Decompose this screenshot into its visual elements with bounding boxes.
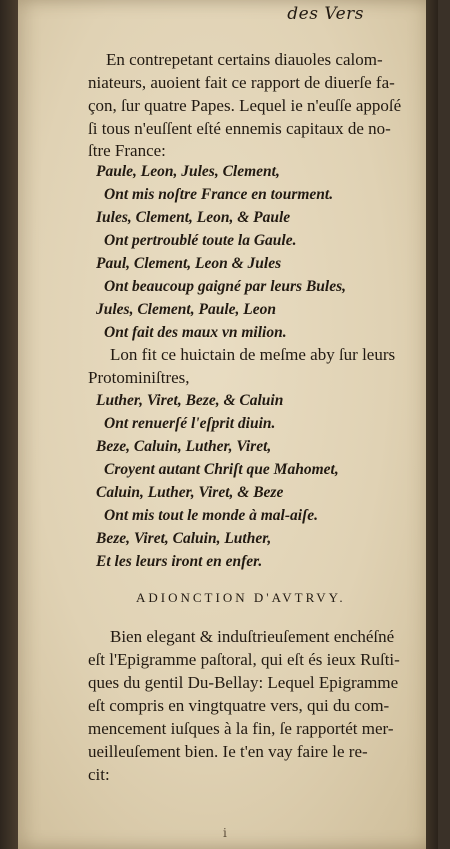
verse-line: Ont fait des maux vn milion. xyxy=(104,324,287,341)
text-line: ueilleuſement bien. Ie t'en vay faire le re- xyxy=(88,742,368,761)
text-line: eſt l'Epigramme paſtoral, qui eſt és ieux Ruſti- xyxy=(88,650,400,669)
text-line: ſi tous n'euſſent eſté ennemis capitaux de no- xyxy=(88,119,391,138)
verse-line: Croyent autant Chriſt que Mahomet, xyxy=(104,461,339,478)
verse-line: Paule, Leon, Jules, Clement, xyxy=(96,163,280,180)
section-heading: ADIONCTION D'AVTRVY. xyxy=(136,590,346,605)
text-line: niateurs, auoient fait ce rapport de diuerſe fa- xyxy=(88,73,395,92)
page-edge xyxy=(426,0,438,849)
text-line: Bien elegant & induſtrieuſement enchéſné xyxy=(110,627,395,646)
text-line: ſtre France: xyxy=(88,141,166,160)
text-line: eſt compris en vingtquatre vers, qui du com- xyxy=(88,696,390,715)
verse-line: Paul, Clement, Leon & Jules xyxy=(96,255,282,272)
folio-mark: i xyxy=(223,826,227,840)
book-gutter xyxy=(0,0,18,849)
verse-line: Jules, Clement, Paule, Leon xyxy=(96,301,276,318)
running-head: des Vers xyxy=(287,4,364,24)
text-line: mencement iuſques à la fin, ſe rapportét mer- xyxy=(88,719,394,738)
verse-line: Luther, Viret, Beze, & Caluin xyxy=(96,392,284,409)
text-line: En contrepetant certains diauoles calom- xyxy=(106,50,383,69)
verse-line: Ont beaucoup gaigné par leurs Bules, xyxy=(104,278,347,295)
text-line: çon, ſur quatre Papes. Lequel ie n'euſſe appoſé xyxy=(88,96,402,115)
verse-line: Ont pertroublé toute la Gaule. xyxy=(104,232,297,249)
verse-line: Iules, Clement, Leon, & Paule xyxy=(96,209,291,226)
text-line: cit: xyxy=(88,765,110,784)
verse-line: Ont mis tout le monde à mal-aiſe. xyxy=(104,507,318,524)
text-line: ques du gentil Du-Bellay: Lequel Epigramme xyxy=(88,673,399,692)
text-line: Protominiſtres, xyxy=(88,368,190,387)
verse-line: Beze, Viret, Caluin, Luther, xyxy=(96,530,272,547)
verse-line: Ont mis noſtre France en tourment. xyxy=(104,186,334,203)
verse-line: Beze, Caluin, Luther, Viret, xyxy=(96,438,272,455)
text-line: Lon fit ce huictain de meſme aby ſur leurs xyxy=(110,345,396,364)
verse-line: Caluin, Luther, Viret, & Beze xyxy=(96,484,284,501)
verse-line: Et les leurs iront en enfer. xyxy=(96,553,263,570)
book-page xyxy=(18,0,438,849)
verse-line: Ont renuerſé l'eſprit diuin. xyxy=(104,415,276,432)
